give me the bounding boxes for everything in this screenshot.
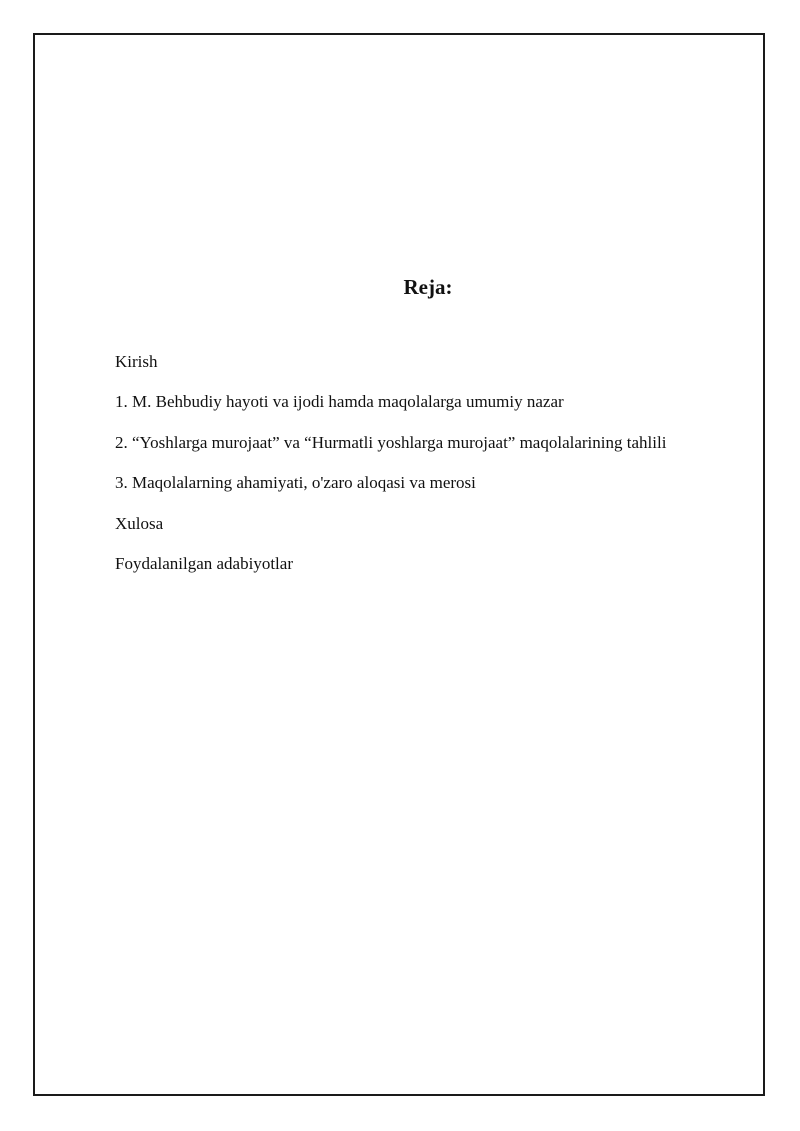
plan-item-conclusion: Xulosa <box>115 513 164 533</box>
plan-item-3: 3. Maqolalarning ahamiyati, o'zaro aloqasi va merosi <box>115 473 476 493</box>
plan-list <box>115 351 666 593</box>
plan-item-references: Foydalanilgan adabiyotlar <box>115 553 293 573</box>
plan-item-introduction: Kirish <box>115 352 158 371</box>
plan-item-1: 1. M. Behbudiy hayoti va ijodi hamda maqolalarga umumiy nazar <box>115 392 564 412</box>
plan-item-2: 2. “Yoshlarga murojaat” va “Hurmatli yoshlarga murojaat” maqolalarining tahlili <box>115 432 667 452</box>
page-title: Reja: <box>403 275 453 299</box>
